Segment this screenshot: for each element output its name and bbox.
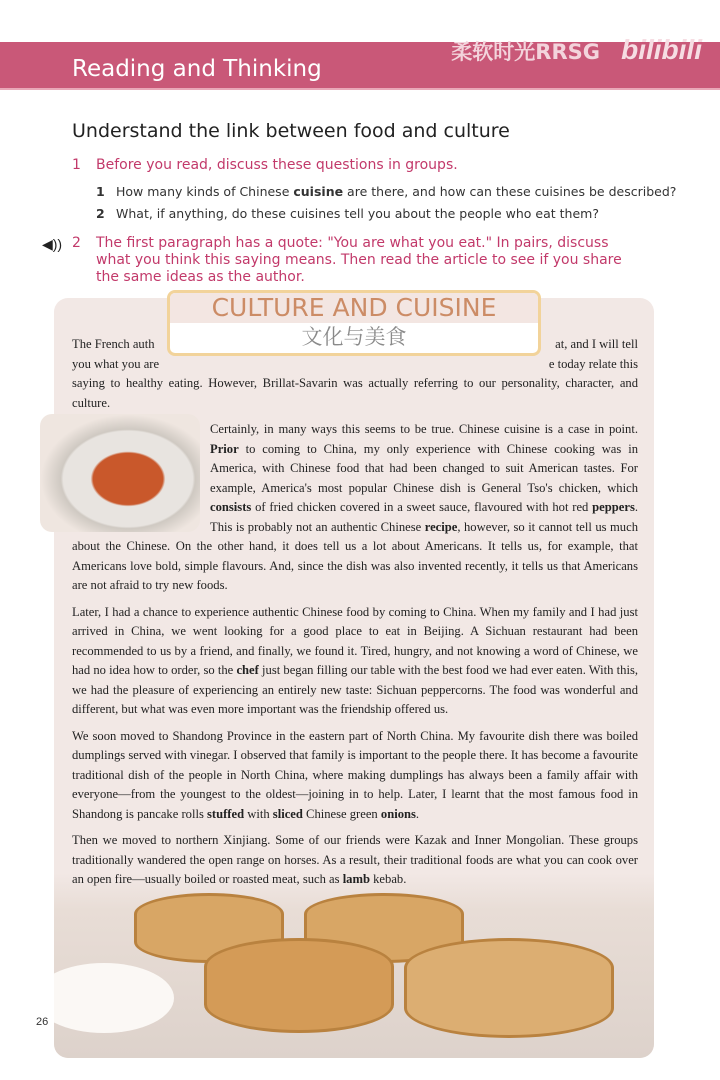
question-number: 2: [72, 235, 81, 251]
text-segment: Later, I had a chance to experience authentic Chinese food by coming to China. When my family and I had just arrived in China, we went looking for a good place to eat in Beijing. A Sichuan restaurant had been recommended to us by a friend, and finally, we found it. Tired, hungry, and not knowing a word of Chinese, we had no idea how to order, so the: [72, 604, 638, 677]
bilibili-logo: bilibili: [621, 34, 702, 65]
section-header-bar: [0, 34, 720, 90]
vocab-word: consists: [210, 500, 252, 514]
text-segment: , however, so it cannot tell us much about the Chinese. On the other hand, it does tell us a lot about Americans. It tells us, for example, that Americans love bold, simple flavours. And, since the dish was also invented recently, it tells us that Americans are not afraid to try new foods.: [72, 519, 638, 592]
dim-sum-photo: [54, 873, 654, 1058]
text-line: you what you are e today relate this: [72, 356, 638, 371]
text-segment: with: [244, 806, 273, 821]
vocab-word: stuffed: [207, 806, 245, 821]
paragraph: [72, 727, 638, 825]
vocab-word: cuisine: [293, 184, 344, 199]
text-segment: . This is probably not an authentic Chinese: [210, 500, 638, 534]
text-segment: are there, and how can these cuisines be described?: [343, 184, 677, 199]
vocab-word: chef: [236, 663, 259, 677]
text-segment: We soon moved to Shandong Province in the eastern part of North China. My favourite dish there was boiled dumplings served with vinegar. I observed that family is important to the people there. It has become a favourite traditional dish of the people in North China, where making dumplings has always been a family affair with everyone—from the youngest to the oldest—joining in to help. Later, I learnt that the most famous food in Shandong is pancake rolls: [72, 728, 638, 821]
text-segment: .: [415, 806, 420, 821]
text-line: The French auth at, and I will tell: [72, 337, 638, 351]
chicken-dish-image: [40, 414, 200, 532]
paragraph: saying to healthy eating. However, Brillat-Savarin was actually referring to our personality, character, and culture.: [72, 376, 638, 410]
question-text: The first paragraph has a quote: "You are what you eat." In pairs, discuss what you think this saying means. Then read the article to see if you share the same ideas as the author.: [96, 235, 622, 285]
speaker-icon[interactable]: ◀)): [42, 236, 63, 252]
watermark: 柔软时光RRSG: [451, 40, 600, 64]
section-title: Reading and Thinking: [72, 56, 322, 82]
vocab-word: recipe: [424, 519, 458, 534]
article-title-zh: 文化与美食: [301, 326, 407, 349]
text-segment: What, if anything, do these cuisines tell you about the people who eat them?: [116, 206, 599, 221]
vocab-word: Prior: [210, 441, 239, 456]
text-segment: just began filling our table with the best food we had ever eaten. With this, we had the pleasure of experiencing an entirely new taste: Sichuan peppercorns. The food was wonderful and different, but what was even more important was the friendship offered us.: [72, 663, 638, 716]
article-title-en: CULTURE AND CUISINE: [170, 293, 538, 323]
article-title-box: [167, 290, 541, 356]
vocab-word: onions: [380, 806, 416, 821]
article-body: [72, 335, 638, 897]
text-segment: Then we moved to northern Xinjiang. Some of our friends were Kazak and Inner Mongolian. These groups traditionally wandered the open range on horses. As a result, their traditional foods are what you can cook over an open fire—usually boiled or roasted meat, such as: [72, 833, 638, 886]
text-segment: of fried chicken covered in a sweet sauce, flavoured with hot red: [251, 500, 593, 514]
text-segment: to coming to China, my only experience with Chinese cooking was in America, with Chinese food that had been changed to suit American tastes. For example, America's most popular Chinese dish is General Tso's chicken, which: [210, 441, 638, 495]
page-heading: Understand the link between food and culture: [72, 120, 510, 142]
text-segment: Chinese green: [302, 806, 381, 821]
text-segment: Certainly, in many ways this seems to be true. Chinese cuisine is a case in point.: [210, 422, 638, 436]
vocab-word: sliced: [272, 806, 303, 821]
paragraph: [72, 831, 638, 890]
sub-number: 1: [96, 184, 105, 199]
sub-number: 2: [96, 206, 105, 221]
question-2: [72, 235, 622, 286]
vocab-word: peppers: [592, 500, 635, 514]
sub-question: [96, 184, 676, 199]
vocab-word: lamb: [342, 872, 370, 886]
question-text: Before you read, discuss these questions in groups.: [96, 157, 458, 173]
question-1: [72, 157, 458, 174]
paragraph: [72, 420, 638, 596]
sub-question: [96, 206, 599, 221]
paragraph: [72, 603, 638, 720]
text-segment: How many kinds of Chinese: [116, 184, 294, 199]
question-number: 1: [72, 157, 81, 173]
page-number: 26: [36, 1016, 49, 1028]
text-segment: kebab.: [369, 872, 407, 886]
